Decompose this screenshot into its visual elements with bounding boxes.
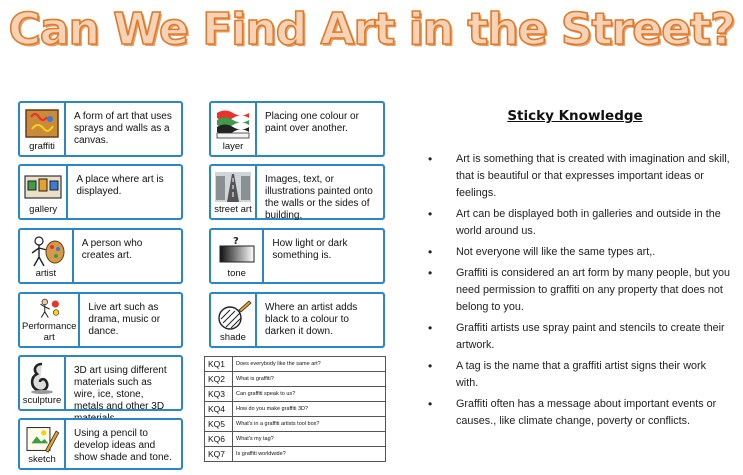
vocab-card-tone xyxy=(209,228,385,284)
vocab-card-street-art xyxy=(209,164,385,220)
table-row xyxy=(205,387,386,402)
vocab-definition: Placing one colour or paint over another. xyxy=(265,111,359,134)
kq-question: Is graffiti worldwide? xyxy=(233,447,386,462)
vocab-word: Performance art xyxy=(22,321,77,343)
table-row xyxy=(205,417,386,432)
vocab-definition: A place where art is displayed. xyxy=(76,174,164,197)
list-item: • Not everyone will like the same types art,. xyxy=(426,244,731,261)
artist-icon xyxy=(26,234,66,268)
list-item: • Graffiti often has a message about important events or causes., like climate change, poverty or conflicts. xyxy=(426,396,731,430)
list-item: • Graffiti is considered an art form by many people, but you need permission to graffiti on any property that does not belong to you. xyxy=(426,265,731,316)
vocab-card-sketch xyxy=(18,418,183,470)
vocab-definition: 3D art using different materials such as wire, ice, stone, metals and other 3D xyxy=(74,365,167,412)
kq-question: What is graffiti? xyxy=(233,372,386,387)
list-item: • Graffiti artists use spray paint and stencils to create their artwork. xyxy=(426,320,731,354)
vocab-card-sculpture xyxy=(18,355,183,411)
sketch-icon xyxy=(22,424,62,454)
street-icon xyxy=(213,170,253,204)
kq-id: KQ3 xyxy=(205,387,233,402)
page-title: Can We Find Art in the Street? xyxy=(8,4,735,55)
kq-question: Can graffiti speak to us? xyxy=(233,387,386,402)
vocab-definition: Images, text, or illustrations painted onto the walls or the sides of building. xyxy=(265,174,373,221)
performance-icon xyxy=(29,297,69,321)
shade-icon xyxy=(213,298,253,332)
vocab-word: artist xyxy=(35,268,57,279)
vocab-card-graffiti xyxy=(18,101,183,157)
table-row xyxy=(205,402,386,417)
sticky-knowledge-list xyxy=(426,151,731,434)
vocab-word: sculpture xyxy=(22,395,62,406)
vocab-word: sketch xyxy=(28,454,56,465)
kq-id: KQ6 xyxy=(205,432,233,447)
sculpture-icon xyxy=(22,361,62,395)
vocab-definition: Using a pencil to develop ideas and show shade and tone. xyxy=(74,428,172,463)
vocab-definition: A person who creates art. xyxy=(81,238,143,261)
kq-question: What's in a graffiti artists tool box? xyxy=(233,417,386,432)
kq-question: What's my tag? xyxy=(233,432,386,447)
list-item: • A tag is the name that a graffiti artist signs their work with. xyxy=(426,358,731,392)
kq-question: How do you make graffiti 3D? xyxy=(233,402,386,417)
vocab-word: street art xyxy=(214,204,252,215)
table-row xyxy=(205,447,386,462)
kq-id: KQ7 xyxy=(205,447,233,462)
vocab-definition: Where an artist adds black to a colour to darken it down. xyxy=(265,302,358,337)
vocab-card-layer xyxy=(209,101,385,157)
layer-icon xyxy=(213,107,253,141)
table-row xyxy=(205,372,386,387)
vocab-definition: Live art such as drama, music or dance. xyxy=(88,302,161,337)
vocab-definition: A form of art that uses sprays and walls as a canvas. xyxy=(74,111,172,146)
vocab-definition: How light or dark something is. xyxy=(272,238,348,261)
sticky-knowledge-heading: Sticky Knowledge xyxy=(507,108,643,124)
list-item: • Art can be displayed both in galleries and outside in the world around us. xyxy=(426,206,731,240)
vocab-card-artist xyxy=(18,228,183,284)
graffiti-icon xyxy=(22,107,62,141)
vocab-word: shade xyxy=(220,332,246,343)
kq-id: KQ5 xyxy=(205,417,233,432)
vocab-word: graffiti xyxy=(29,141,55,152)
key-questions-table xyxy=(204,356,386,462)
vocab-word: tone xyxy=(227,268,246,279)
gallery-icon xyxy=(23,170,63,204)
kq-question: Does everybody like the same art? xyxy=(233,357,386,372)
list-item: • Art is something that is created with imagination and skill, that is beautiful or that expresses important ideas or feelings. xyxy=(426,151,731,202)
kq-id: KQ1 xyxy=(205,357,233,372)
vocab-card-gallery xyxy=(18,164,183,220)
vocab-word: gallery xyxy=(29,204,58,215)
kq-id: KQ4 xyxy=(205,402,233,417)
table-row xyxy=(205,357,386,372)
svg-text:?: ? xyxy=(232,236,239,247)
kq-id: KQ2 xyxy=(205,372,233,387)
vocab-card-shade xyxy=(209,292,385,348)
tone-icon xyxy=(217,234,257,268)
vocab-card-performance-art xyxy=(18,292,183,348)
vocab-word: layer xyxy=(222,141,244,152)
table-row xyxy=(205,432,386,447)
